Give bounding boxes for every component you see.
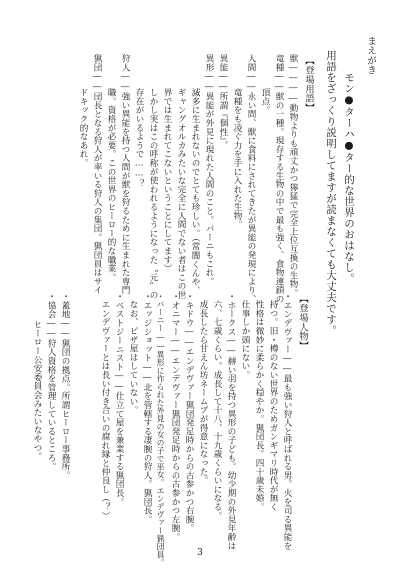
character-line: ・エンデヴァー――最も強い狩人と呼ばれる男。火を司る異能を [282,292,292,550]
character-line: ・バーニー――異形に作られた外見の女の子で巫女。エンデヴァー猟団員。 [156,292,165,567]
glossary-line: 狩人――強い異能を持つ人間が獣を狩るために生まれた専門 [120,54,130,295]
glossary-line: 竜種をも凌ぐ力を手に入れた生物。 [232,88,242,229]
glossary-line: 竜種――獣の一種。現存する生物の中で最も強く、食物連鎖の [274,54,284,304]
glossary-heading: 【登場用語】 [303,56,314,113]
glossary-line: 異能――所謂『個性』。 [218,54,228,150]
character-line: ・エッジショット――北を管轄する凄腕の狩人。猟団長。 [142,292,152,524]
characters-heading: 【登場人物】 [297,294,308,351]
character-line: エンデヴァーとは長い付き合いの腐れ縁と仲良し（？） [100,300,110,520]
character-line: 持つ。旧・樽のない世界のためガンギマリ時代が無く [268,300,278,512]
glossary-line: ギャングオルカみたいな完全に人間でない者はこの世 [176,88,186,300]
page-number: 3 [197,548,203,558]
character-line: 性格は微妙に柔らかく穏やか。猟団長。四十歳未婚。 [254,300,264,512]
glossary-line: 存在がいるようで……？ [134,88,144,188]
glossary-line: 滅多に生まれないのでとても珍しい。（常闇くんや、 [190,88,200,295]
glossary-line: 界では生まれてこないということにしてます） [162,88,172,273]
glossary-line: 職。資格が必要。この世界のヒーロー的な職業。 [106,88,116,282]
character-line: ・ベストジーニスト――仕立て屋を兼業する猟団長。 [114,292,124,506]
glossary-line: ドキック的なあれ。 [78,88,88,168]
glossary-line: 獣――――動物よりも頑丈かつ獰猛で完全上位互換の生物。 [288,54,298,298]
glossary-line: 猟団――団長となる狩人が率いる狩人の集団。猟団員はサイ [92,54,102,295]
character-line: ヒーロー公安委員会みたいなやつ。 [32,320,42,461]
character-line: ・協会――狩人資格を管理しているところ。 [46,292,56,471]
page-title: まえがき [365,36,376,75]
glossary-line: 人間――永い間、獣に食料にされてきたが異能の発現により、 [246,54,256,304]
character-line: 仕事しか頭にない。 [240,300,250,380]
character-line: 六、七歳くらい。成長して十八、十九歳くらいになる。 [212,300,222,520]
character-line: なお、ピザ屋はしていない。 [128,300,138,415]
glossary-line: 異形――異能が外見に現れた人間のこと。バーニもこれ。 [204,54,214,286]
character-line: ・キドウ――エンデヴァー猟団発足時からの古参かつ右腕。 [184,292,194,533]
character-line: ・ホークス――赫い羽を持つ異形の子ども。幼少期の外見年齢は [226,292,236,550]
character-line: ・オニマー――エンデヴァー猟団発足時からの古参かつ左腕。 [170,292,180,542]
character-line: ・蓋地――猟団の拠点。所謂ヒーロー事務所。 [60,292,70,480]
glossary-line: 頂点。 [260,88,270,115]
glossary-line: しかし実はこの呼称が使われるようになった〝元〟の [148,88,158,300]
intro-line: モン●ターハ●ター的な世界のおはなし。 [343,72,355,284]
character-line: 成長したら甘えん坊ネームプが得意になった。 [198,300,208,485]
intro-line: 用語をざっくり説明してますが読まなくても大丈夫です。 [325,50,337,336]
